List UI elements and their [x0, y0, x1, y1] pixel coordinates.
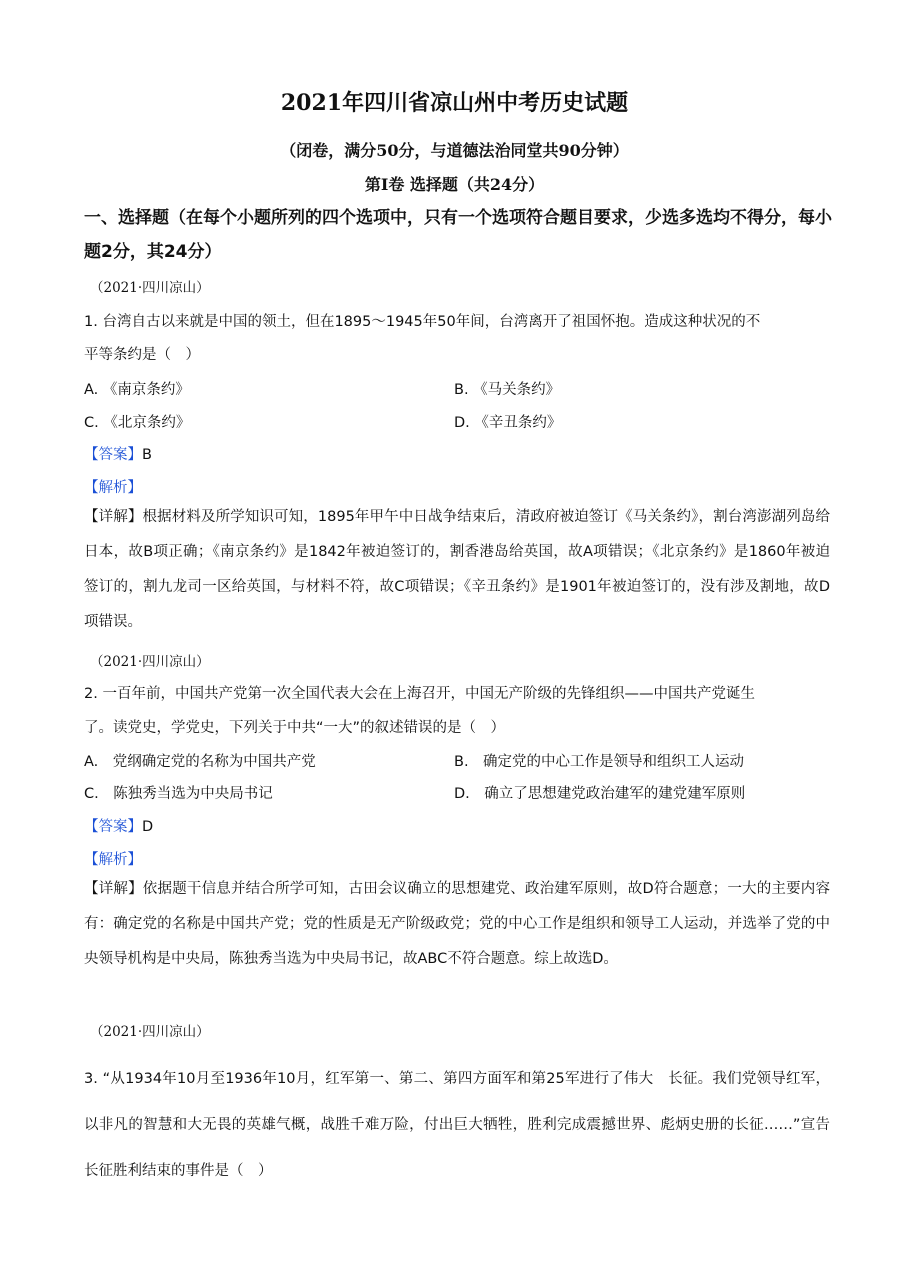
exam-title: 2021年四川省凉山州中考历史试题 — [280, 90, 629, 116]
q2-answer — [84, 815, 834, 836]
answer-tag: 【答案】 — [84, 447, 142, 463]
q2-option-b: B. 确定党的中心工作是领导和组织工人运动 — [454, 754, 745, 770]
q2-source: （2021·四川凉山） — [90, 654, 210, 670]
detail-text: 根据材料及所学知识可知，1895年甲午中日战争结束后，清政府被迫签订《马关条约》，割台湾澎湖列岛给日本，故B项正确；《南京条约》是1842年被迫签订的，割香港岛给英国，故A项错误；《北京条约》是1860年被迫签订的，割九龙司一区给英国，与材料不符，故C项错误；《辛丑条约》是1901年被迫签订的，没有涉及割地，故D项错误。 — [84, 509, 830, 630]
answer-value: D — [142, 819, 154, 835]
q1-stem-line2: 平等条约是（ ） — [84, 347, 200, 363]
q2-option-d: D. 确立了思想建党政治建军的建党建军原则 — [454, 786, 746, 802]
answer-value: B — [142, 447, 152, 463]
q1-analysis-tag: 【解析】 — [84, 480, 142, 496]
q1-option-b: B. 《马关条约》 — [454, 382, 561, 398]
q2-stem-line2: 了。读党史，学党史，下列关于中共“一大”的叙述错误的是（ ） — [84, 720, 506, 736]
q2-detail — [84, 872, 830, 977]
q2-option-a: A. 党纲确定党的名称为中国共产党 — [84, 754, 316, 770]
q2-option-c: C. 陈独秀当选为中央局书记 — [84, 786, 273, 802]
q1-answer — [84, 443, 834, 464]
detail-tag: 【详解】 — [84, 509, 143, 525]
detail-text: 依据题干信息并结合所学可知，古田会议确立的思想建党、政治建军原则，故D符合题意；一大的主要内容有：确定党的名称是中国共产党；党的性质是无产阶级政党；党的中心工作是组织和领导工人运动，并选举了党的中央领导机构是中央局，陈独秀当选为中央局书记，故ABC不符合题意。综上故选D。 — [84, 881, 830, 967]
q1-stem-line1: 1. 台湾自古以来就是中国的领土，但在1895～1945年50年间，台湾离开了祖国怀抱。造成这种状况的不 — [84, 314, 761, 330]
detail-tag: 【详解】 — [84, 881, 143, 897]
answer-tag: 【答案】 — [84, 819, 142, 835]
q1-source: （2021·四川凉山） — [90, 280, 210, 296]
exam-subtitle: （闭卷，满分50分，与道德法治同堂共90分钟） — [280, 141, 629, 160]
q3-stem: 3. “从1934年10月至1936年10月，红军第一、第二、第四方面军和第25军进行了伟大 长征。我们党领导红军，以非凡的智慧和大无畏的英雄气概，战胜千难万险，付出巨大牺牲，胜利完成震撼世界、彪炳史册的长征……”宣告长征胜利结束的事件是（ ） — [84, 1071, 830, 1179]
q2-analysis-tag: 【解析】 — [84, 852, 142, 868]
q2-stem-line1: 2. 一百年前，中国共产党第一次全国代表大会在上海召开，中国无产阶级的先锋组织——中国共产党诞生 — [84, 686, 755, 702]
section-heading: 一、选择题（在每个小题所列的四个选项中，只有一个选项符合题目要求，少选多选均不得分，每小题2分，其24分） — [84, 208, 832, 262]
q1-detail — [84, 500, 830, 640]
q1-option-d: D. 《辛丑条约》 — [454, 415, 562, 431]
q1-option-c: C. 《北京条约》 — [84, 415, 191, 431]
q1-option-a: A. 《南京条约》 — [84, 382, 190, 398]
volume-heading: 第Ⅰ卷 选择题（共24分） — [364, 175, 545, 194]
q3-source: （2021·四川凉山） — [90, 1024, 210, 1040]
